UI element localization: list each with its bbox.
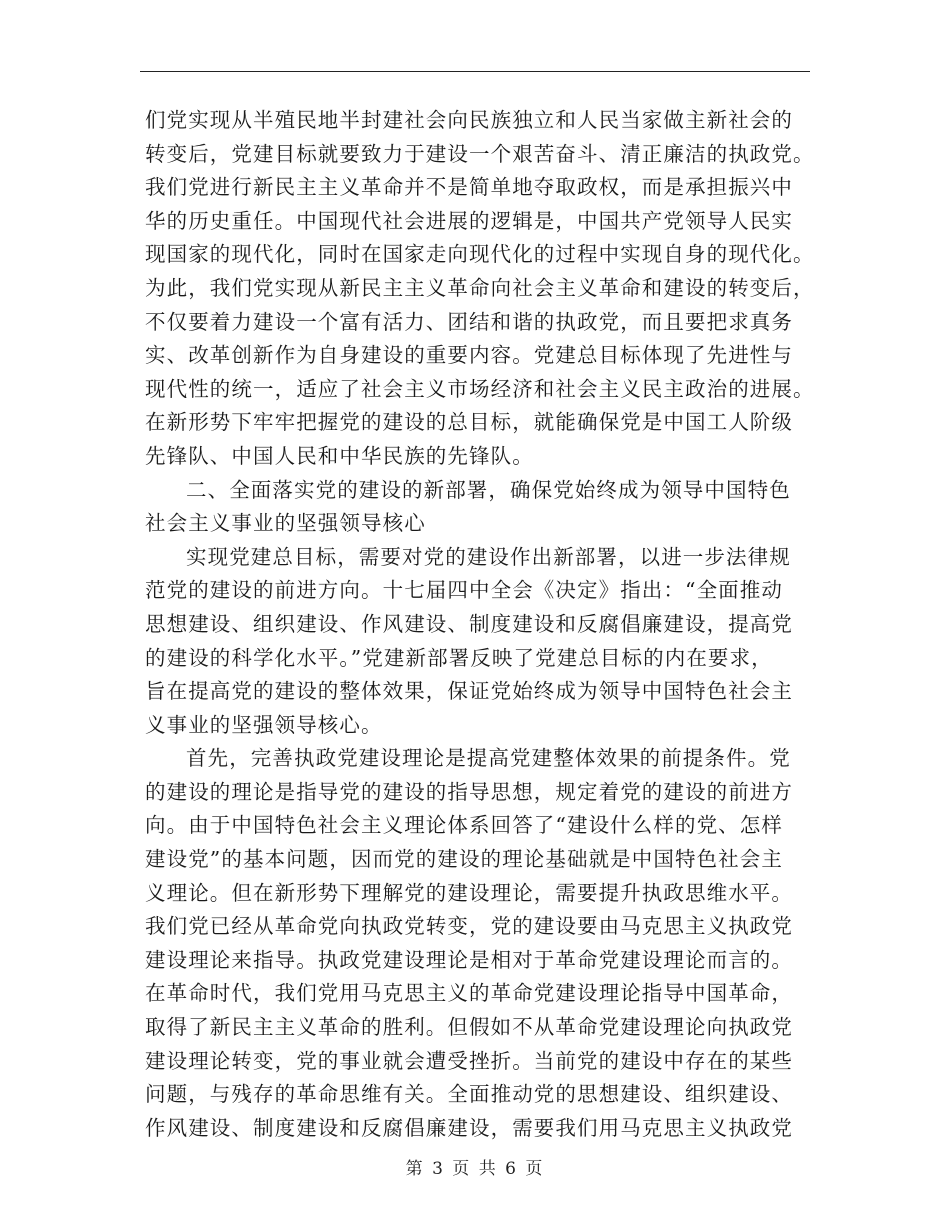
text-line: 范党的建设的前进方向。十七届四中全会《决定》指出：“全面推动 (145, 578, 783, 603)
text-line: 我们党进行新民主主义革命并不是简单地夺取政权，而是承担振兴中 (145, 175, 793, 200)
text-line: 华的历史重任。中国现代社会进展的逻辑是，中国共产党领导人民实 (145, 208, 793, 233)
text-line: 在新形势下牢牢把握党的建设的总目标，就能确保党是中国工人阶级 (145, 410, 793, 435)
text-line: 现国家的现代化，同时在国家走向现代化的过程中实现自身的现代化。 (145, 242, 815, 267)
page-number-footer: 第 3 页 共 6 页 (405, 1159, 545, 1179)
text-line: 首先，完善执政党建设理论是提高党建整体效果的前提条件。党 (186, 746, 791, 771)
text-line: 的建设的科学化水平。”党建新部署反映了党建总目标的内在要求， (145, 645, 773, 670)
text-line: 的建设的理论是指导党的建设的指导思想，规定着党的建设的前进方 (145, 779, 793, 804)
text-line: 转变后，党建目标就要致力于建设一个艰苦奋斗、清正廉洁的执政党。 (145, 141, 815, 166)
text-line: 实现党建总目标，需要对党的建设作出新部署，以进一步法律规 (186, 544, 791, 569)
text-line: 我们党已经从革命党向执政党转变，党的建设要由马克思主义执政党 (145, 914, 793, 939)
text-line: 问题，与残存的革命思维有关。全面推动党的思想建设、组织建设、 (145, 1082, 793, 1107)
section-heading-line: 二、全面落实党的建设的新部署，确保党始终成为领导中国特色 (186, 477, 791, 502)
text-line: 建设党”的基本问题，因而党的建设的理论基础就是中国特色社会主 (145, 847, 783, 872)
text-line: 义事业的坚强领导核心。 (145, 712, 383, 737)
text-line: 建设理论转变，党的事业就会遭受挫折。当前党的建设中存在的某些 (145, 1048, 793, 1073)
text-line: 现代性的统一，适应了社会主义市场经济和社会主义民主政治的进展。 (145, 376, 815, 401)
text-line: 旨在提高党的建设的整体效果，保证党始终成为领导中国特色社会主 (145, 679, 793, 704)
text-line: 义理论。但在新形势下理解党的建设理论，需要提升执政思维水平。 (145, 880, 793, 905)
text-line: 不仅要着力建设一个富有活力、团结和谐的执政党，而且要把求真务 (145, 309, 793, 334)
text-line: 向。由于中国特色社会主义理论体系回答了“建设什么样的党、怎样 (145, 813, 783, 838)
body-text (145, 104, 815, 1145)
text-line: 思想建设、组织建设、作风建设、制度建设和反腐倡廉建设，提高党 (145, 611, 793, 636)
text-line: 先锋队、中国人民和中华民族的先锋队。 (145, 443, 534, 468)
header-rule (140, 71, 810, 72)
section-heading-line: 社会主义事业的坚强领导核心 (145, 511, 426, 536)
text-line: 实、改革创新作为自身建设的重要内容。党建总目标体现了先进性与 (145, 343, 793, 368)
text-line: 取得了新民主主义革命的胜利。但假如不从革命党建设理论向执政党 (145, 1015, 793, 1040)
text-line: 们党实现从半殖民地半封建社会向民族独立和人民当家做主新社会的 (145, 108, 793, 132)
text-line: 作风建设、制度建设和反腐倡廉建设，需要我们用马克思主义执政党 (145, 1115, 793, 1140)
text-line: 在革命时代，我们党用马克思主义的革命党建设理论指导中国革命， (145, 981, 793, 1006)
text-line: 为此，我们党实现从新民主主义革命向社会主义革命和建设的转变后， (145, 275, 815, 300)
text-line: 建设理论来指导。执政党建设理论是相对于革命党建设理论而言的。 (145, 947, 793, 972)
